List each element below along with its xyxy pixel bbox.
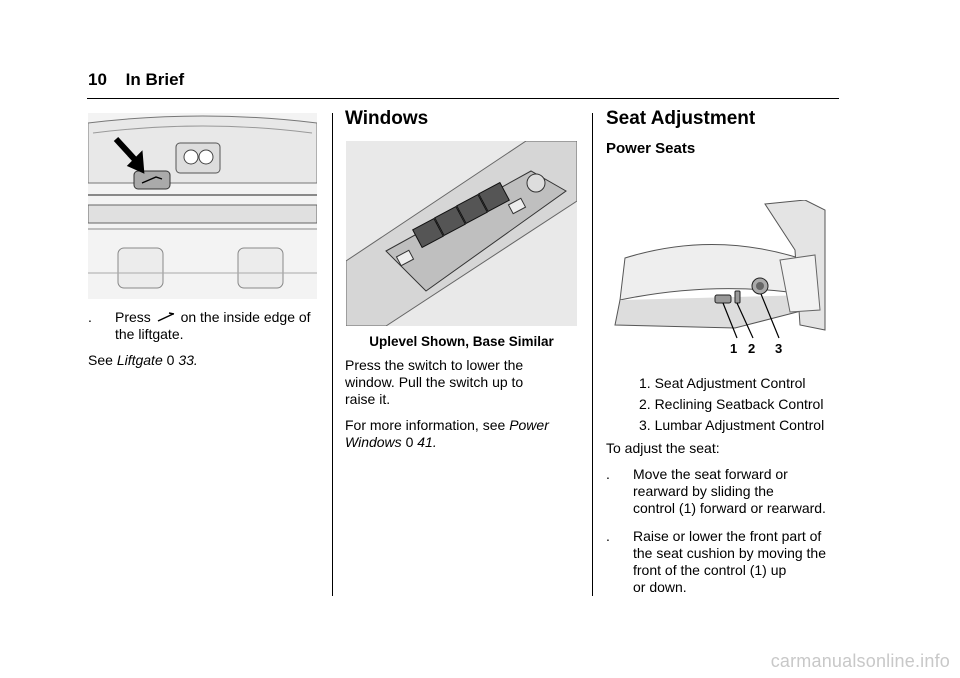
- seat-callout-1: 1: [730, 341, 738, 356]
- section-title: In Brief: [125, 70, 185, 89]
- seat-bullet-1: [606, 466, 846, 517]
- seat-controls-illustration: [605, 200, 833, 360]
- header-rule: [87, 98, 839, 99]
- windows-para2: [345, 417, 585, 451]
- windows-para1-line1: Press the switch to lower the: [345, 357, 524, 373]
- liftgate-illustration: [88, 113, 317, 299]
- bullet-dot: .: [606, 528, 610, 544]
- page-number: 10: [88, 70, 107, 89]
- windows-para2-prefix: For more information, see: [345, 417, 506, 433]
- windows-para1-line3: raise it.: [345, 391, 391, 407]
- bullet-2-line3: front of the control (1) up: [633, 562, 787, 578]
- watermark: carmanualsonline.info: [770, 651, 950, 671]
- bullet-2-line2: the seat cushion by moving the: [633, 545, 827, 561]
- liftgate-see-ref: [88, 352, 323, 369]
- ref-symbol: 0: [166, 352, 175, 368]
- windows-title: Windows: [345, 108, 429, 129]
- press-line2: the liftgate.: [115, 326, 184, 342]
- list-item: 2. Reclining Seatback Control: [639, 396, 824, 412]
- bullet-1-line2: rearward by sliding the: [633, 483, 774, 499]
- liftgate-text: [88, 309, 323, 369]
- seat-controls-list: [606, 375, 846, 434]
- bullet-1-line3: control (1) forward or rearward.: [633, 500, 826, 516]
- seat-callout-2: 2: [748, 341, 756, 356]
- seat-bullet-2: [606, 528, 846, 596]
- page-header: [88, 70, 184, 90]
- bullet-dot: .: [606, 466, 610, 482]
- liftgate-link[interactable]: Liftgate: [116, 352, 163, 368]
- column-divider-left: [332, 113, 333, 596]
- windows-page: 41.: [417, 434, 437, 450]
- power-seats-subtitle: Power Seats: [606, 140, 696, 157]
- list-item: 1. Seat Adjustment Control: [639, 375, 806, 391]
- seat-intro: To adjust the seat:: [606, 440, 720, 456]
- windows-text: [345, 357, 585, 451]
- power-windows-link-part1[interactable]: Power: [509, 417, 549, 433]
- windows-para1: [345, 357, 585, 408]
- press-prefix: Press: [115, 309, 151, 325]
- liftgate-page: 33.: [178, 352, 198, 368]
- bullet-2-line4: or down.: [633, 579, 687, 595]
- power-windows-link-part2[interactable]: Windows: [345, 434, 402, 450]
- bullet-1-line1: Move the seat forward or: [633, 466, 788, 482]
- bullet-2-line1: Raise or lower the front part of: [633, 528, 822, 544]
- see-prefix: See: [88, 352, 113, 368]
- windows-caption: Uplevel Shown, Base Similar: [369, 334, 554, 349]
- windows-ref-symbol: 0: [405, 434, 414, 450]
- liftgate-bullet: [88, 309, 323, 343]
- column-divider-right: [592, 113, 593, 596]
- list-item: 3. Lumbar Adjustment Control: [639, 417, 825, 433]
- liftgate-icon: [157, 311, 175, 323]
- seat-callout-3: 3: [775, 341, 783, 356]
- seat-text: [606, 375, 846, 596]
- seat-adjustment-title: Seat Adjustment: [606, 108, 756, 129]
- bullet-dot: .: [88, 309, 92, 325]
- press-suffix: on the inside edge of: [180, 309, 311, 325]
- window-switch-illustration: [346, 141, 577, 326]
- windows-para1-line2: window. Pull the switch up to: [345, 374, 524, 390]
